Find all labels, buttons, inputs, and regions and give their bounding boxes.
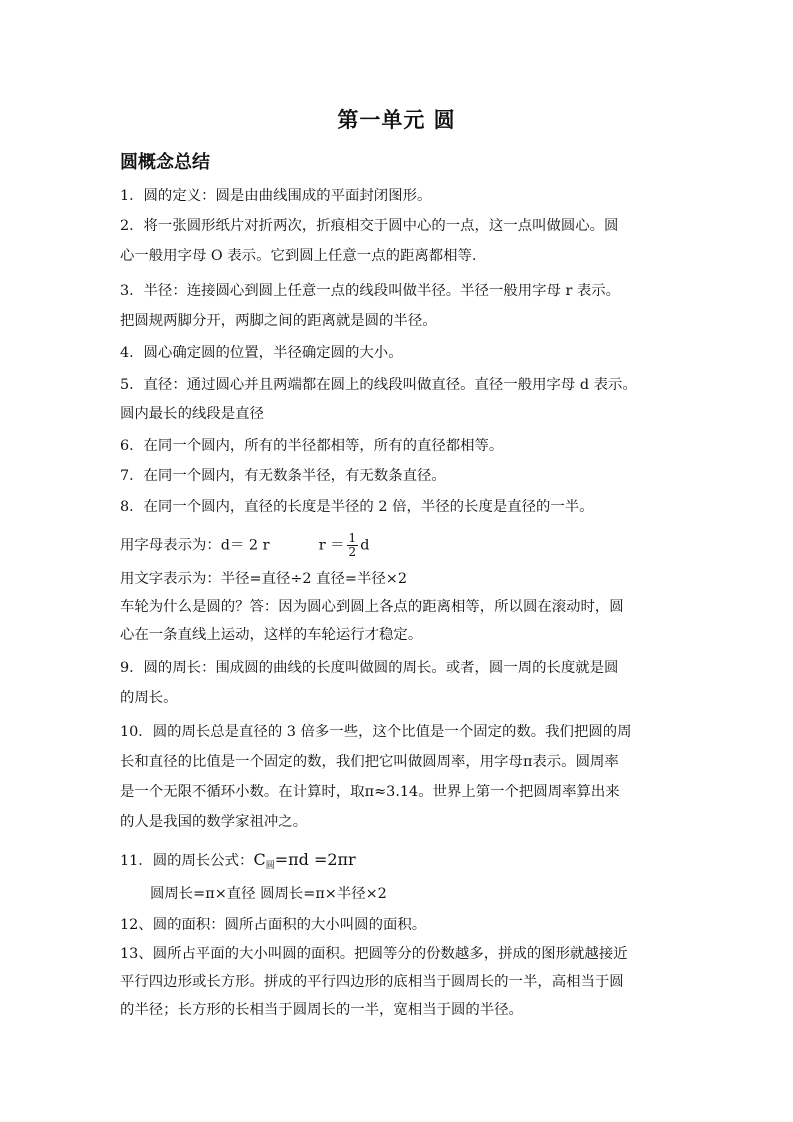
text-line: 把圆规两脚分开，两脚之间的距离就是圆的半径。 [120, 313, 437, 329]
fraction-denominator: 2 [348, 545, 357, 559]
page-title: 第一单元 圆 [337, 108, 456, 132]
text-line: 的半径；长方形的长相当于圆周长的一半，宽相当于圆的半径。 [120, 1002, 523, 1018]
text-line: 长和直径的比值是一个固定的数，我们把它叫做圆周率，用字母π表示。圆周率 [120, 754, 619, 770]
text-line: 是一个无限不循环小数。在计算时，取π≈3.14。世界上第一个把圆周率算出来 [120, 784, 620, 800]
letter-formula-line [120, 532, 680, 559]
text-line: 圆内最长的线段是直径 [120, 406, 264, 422]
formula-rest: =πd =2πr [274, 850, 356, 869]
text-line: 9．圆的周长：围成圆的曲线的长度叫做圆的周长。或者，圆一周的长度就是圆 [120, 660, 619, 676]
text-line: 车轮为什么是圆的？答：因为圆心到圆上各点的距离相等，所以圆在滚动时，圆 [120, 599, 624, 615]
text-line: 10．圆的周长总是直径的 3 倍多一些，这个比值是一个固定的数。我们把圆的周 [120, 724, 632, 740]
text-line: 心在一条直线上运动，这样的车轮运行才稳定。 [120, 627, 423, 643]
text-line: 5．直径：通过圆心并且两端都在圆上的线段叫做直径。直径一般用字母 d 表示。 [120, 377, 637, 393]
formula-prefix: 11．圆的周长公式： [120, 853, 254, 869]
letter-formula-prefix: 用字母表示为：d＝ 2 r [120, 537, 270, 554]
letter-formula-r: r ＝ [318, 537, 345, 554]
text-line: 2．将一张圆形纸片对折两次，折痕相交于圆中心的一点，这一点叫做圆心。圆 [120, 218, 619, 234]
text-line: 8．在同一个圆内，直径的长度是半径的 2 倍，半径的长度是直径的一半。 [120, 499, 594, 515]
circumference-formula-line [120, 848, 680, 878]
text-line: 6．在同一个圆内，所有的半径都相等，所有的直径都相等。 [120, 438, 504, 454]
formula-c-subscript: 圆 [265, 861, 275, 871]
text-line: 用文字表示为：半径=直径÷2 直径=半径×2 [120, 571, 407, 587]
letter-formula-suffix: d [360, 537, 370, 554]
text-line: 圆周长=π×直径 圆周长=π×半径×2 [150, 886, 387, 902]
fraction-half [347, 532, 359, 559]
fraction-numerator: 1 [348, 532, 357, 545]
section-heading: 圆概念总结 [120, 152, 210, 173]
text-line: 12、圆的面积：圆所占面积的大小叫圆的面积。 [120, 917, 427, 933]
text-line: 4．圆心确定圆的位置，半径确定圆的大小。 [120, 345, 403, 361]
formula-c: C [253, 850, 266, 869]
text-line: 7．在同一个圆内，有无数条半径，有无数条直径。 [120, 468, 446, 484]
text-line: 13、圆所占平面的大小叫圆的面积。把圆等分的份数越多，拼成的图形就越接近 [120, 946, 628, 962]
text-line: 平行四边形或长方形。拼成的平行四边形的底相当于圆周长的一半，高相当于圆 [120, 974, 624, 990]
text-line: 3．半径：连接圆心到圆上任意一点的线段叫做半径。半径一般用字母 r 表示。 [120, 283, 621, 299]
text-line: 1．圆的定义：圆是由曲线围成的平面封闭图形。 [120, 188, 432, 204]
text-line: 的周长。 [120, 690, 178, 706]
text-line: 的人是我国的数学家祖冲之。 [120, 814, 308, 830]
text-line: 心一般用字母 O 表示。它到圆上任意一点的距离都相等. [120, 248, 477, 264]
